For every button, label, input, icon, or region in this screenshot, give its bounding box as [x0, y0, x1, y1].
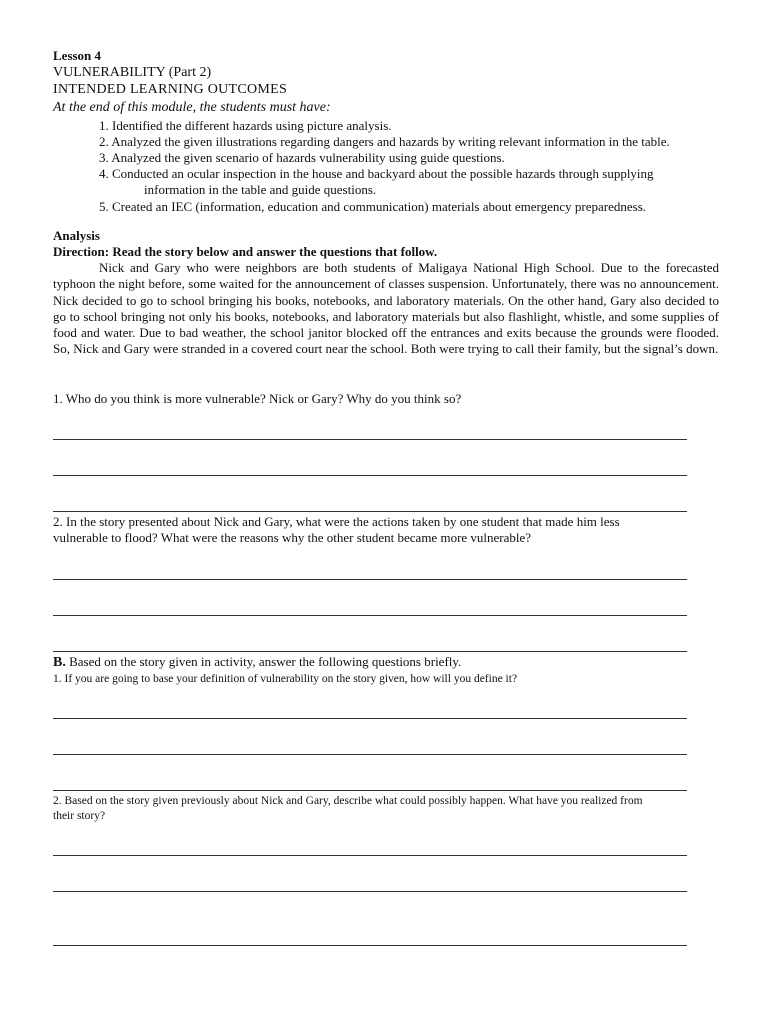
answer-line[interactable] — [53, 790, 687, 791]
answer-line[interactable] — [53, 718, 687, 719]
analysis-heading: Analysis — [53, 228, 100, 243]
answer-line[interactable] — [53, 754, 687, 755]
section-b-question-2-line-2: their story? — [53, 810, 106, 822]
question-2-line-2: vulnerable to flood? What were the reasons why the other student became more vulnerable? — [53, 530, 532, 545]
section-b-question-2-line-1: 2. Based on the story given previously about Nick and Gary, describe what could possibly happen. What have you realized from — [53, 795, 643, 807]
outcome-item: 5. Created an IEC (information, education and communication) materials about emergency preparedness. — [99, 199, 647, 214]
outcome-item-continuation: information in the table and guide questions. — [144, 182, 377, 197]
answer-line[interactable] — [53, 615, 687, 616]
section-b-label: B. — [53, 655, 66, 670]
direction-text: Direction: Read the story below and answer the questions that follow. — [53, 244, 438, 259]
answer-line[interactable] — [53, 579, 687, 580]
answer-line[interactable] — [53, 439, 687, 440]
answer-line[interactable] — [53, 945, 687, 946]
outcome-item: 1. Identified the different hazards using picture analysis. — [99, 118, 392, 133]
outcome-item: 4. Conducted an ocular inspection in the house and backyard about the possible hazards through supplying — [99, 166, 654, 181]
answer-line[interactable] — [53, 651, 687, 652]
question-2-line-1: 2. In the story presented about Nick and Gary, what were the actions taken by one student that made him less — [53, 514, 620, 529]
lesson-title: VULNERABILITY (Part 2) — [53, 65, 212, 80]
section-b-instruction — [53, 654, 461, 671]
outcome-item: 2. Analyzed the given illustrations regarding dangers and hazards by writing relevant information in the table. — [99, 134, 670, 149]
answer-line[interactable] — [53, 511, 687, 512]
answer-line[interactable] — [53, 891, 687, 892]
answer-line[interactable] — [53, 855, 687, 856]
lesson-number: Lesson 4 — [53, 48, 102, 63]
answer-line[interactable] — [53, 475, 687, 476]
outcome-item: 3. Analyzed the given scenario of hazards vulnerability using guide questions. — [99, 150, 505, 165]
ilo-heading: INTENDED LEARNING OUTCOMES — [53, 82, 288, 97]
section-b-text: Based on the story given in activity, answer the following questions briefly. — [69, 654, 462, 669]
question-1: 1. Who do you think is more vulnerable? Nick or Gary? Why do you think so? — [53, 391, 462, 406]
story-paragraph: Nick and Gary who were neighbors are both students of Maligaya National High School. Due to the forecasted typhoon the night before, some waited for the announcement of classes suspension. Unfortunately, there was no announcement. Nick decided to go to school bringing his books, notebooks, and laboratory materials. On the other hand, Gary also decided to go to school bringing not only his books, notebooks, and laboratory materials but also flashlight, whistle, and some supplies of food and water. Due to bad weather, the school janitor blocked off the entrances and exits because the grounds were flooded. So, Nick and Gary were stranded in a covered court near the school. Both were trying to call their family, but the signal’s down. — [53, 260, 719, 357]
section-b-question-1: 1. If you are going to base your definition of vulnerability on the story given, how will you define it? — [53, 673, 518, 685]
ilo-intro: At the end of this module, the students must have: — [53, 100, 331, 115]
